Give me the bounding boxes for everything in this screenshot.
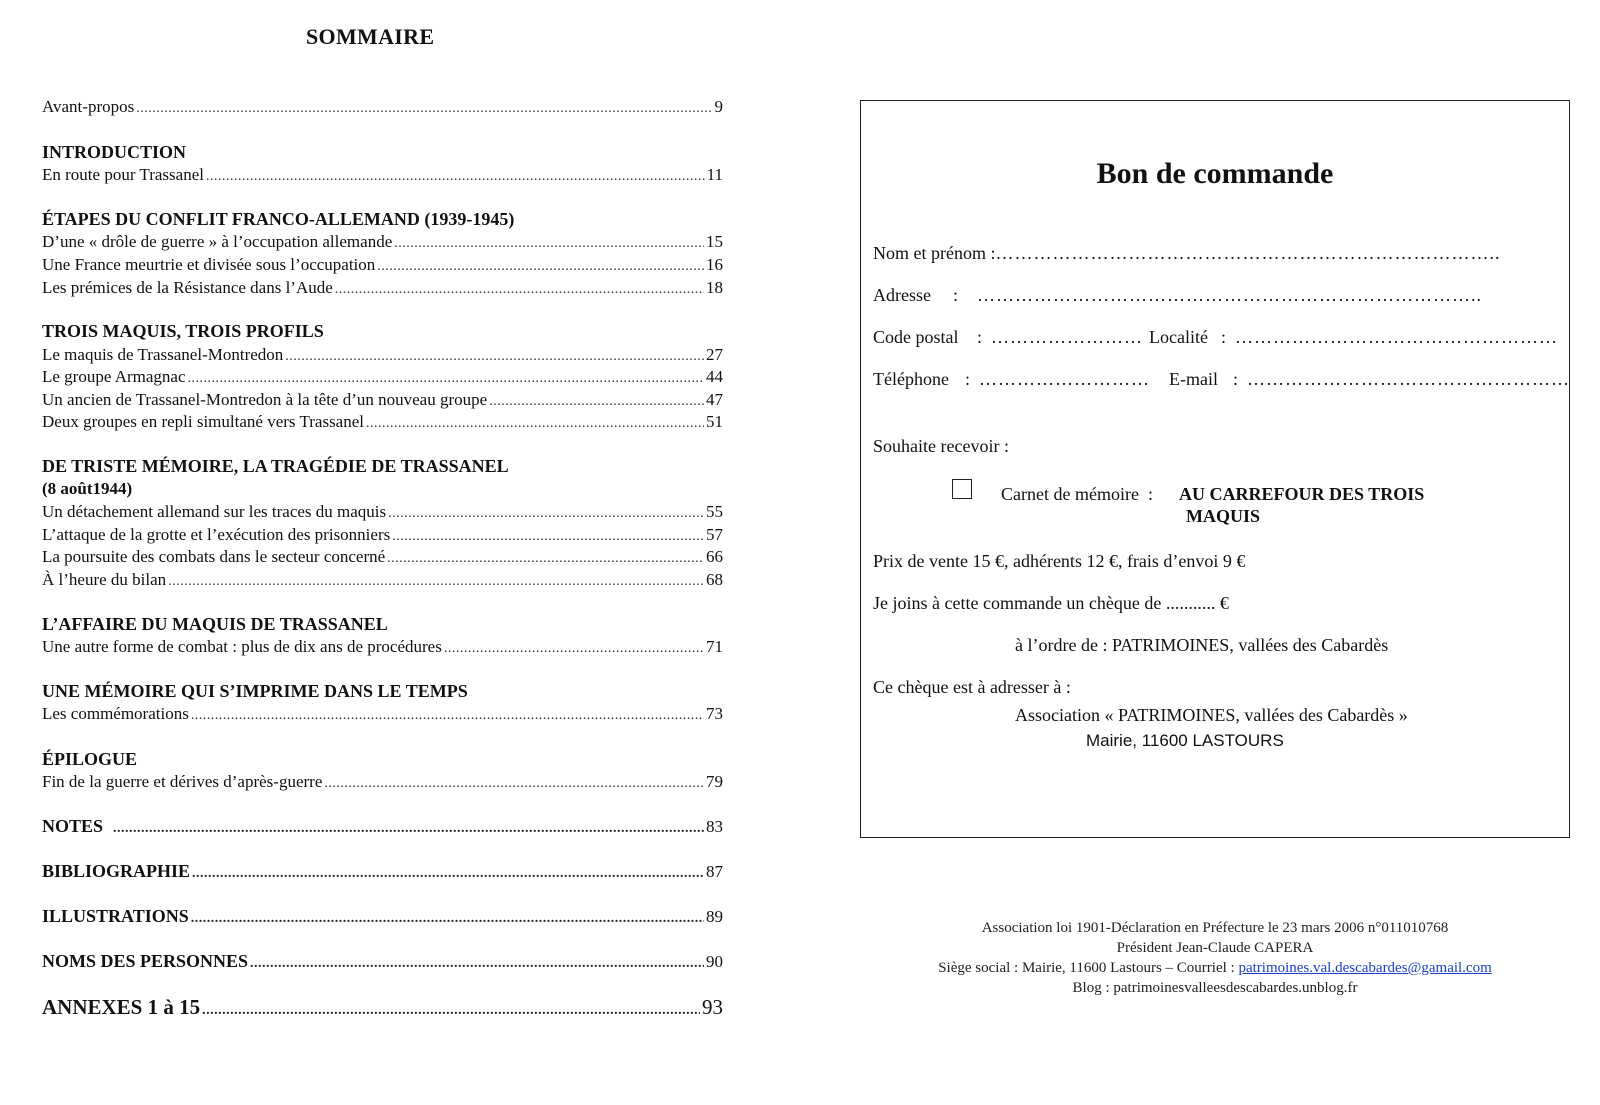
toc-entry: En route pour Trassanel ..... 11 xyxy=(42,164,723,188)
toc-entry: Le groupe Armagnac ..... 44 xyxy=(42,366,723,390)
address-separator: : xyxy=(953,285,959,305)
cheque-order-text: à l’ordre de : PATRIMOINES, vallées des Cabardès xyxy=(1015,635,1389,655)
toc-section-heading: ÉTAPES DU CONFLIT FRANCO-ALLEMAND (1939-1945) xyxy=(42,209,515,229)
toc-entry: D’une « drôle de guerre » à l’occupation allemande ..... 15 xyxy=(42,231,723,255)
toc-entry: Les prémices de la Résistance dans l’Aude ..... 18 xyxy=(42,277,723,301)
email-separator: : xyxy=(1233,369,1239,389)
email-label: E-mail xyxy=(1169,369,1218,389)
email-link[interactable]: patrimoines.val.descabardes@gamail.com xyxy=(1238,960,1492,976)
name-field[interactable]: Nom et prénom :…………………………………………………………………….. xyxy=(873,243,1501,263)
phone-separator: : xyxy=(965,369,971,389)
carnet-title-line2: MAQUIS xyxy=(1186,506,1261,526)
toc-section-heading: DE TRISTE MÉMOIRE, LA TRAGÉDIE DE TRASSANEL xyxy=(42,456,509,476)
toc-entry: À l’heure du bilan ..... 68 xyxy=(42,569,723,593)
toc-entry: Deux groupes en repli simultané vers Trassanel ..... 51 xyxy=(42,411,723,435)
toc-entry: Une autre forme de combat : plus de dix ans de procédures ..... 71 xyxy=(42,636,723,660)
address-label: Adresse xyxy=(873,285,931,305)
footer-line: Association loi 1901-Déclaration en Préfecture le 23 mars 2006 n°011010768 xyxy=(981,920,1449,936)
toc-section-heading: L’AFFAIRE DU MAQUIS DE TRASSANEL xyxy=(42,614,388,634)
postal-code-field[interactable]: …………………… xyxy=(991,327,1143,347)
toc-entry: La poursuite des combats dans le secteur concerné ..... 66 xyxy=(42,546,723,570)
toc-section-heading: INTRODUCTION xyxy=(42,142,187,162)
toc-entry-noms: NOMS DES PERSONNES ..... 90 xyxy=(42,950,723,975)
address-field[interactable]: …………………………………………………………………….. xyxy=(977,285,1482,305)
toc-entry: Les commémorations ..... 73 xyxy=(42,703,723,727)
toc-entry: Avant-propos ..... 9 xyxy=(42,96,723,120)
phone-field[interactable]: ……………………… xyxy=(979,369,1150,389)
carnet-checkbox[interactable] xyxy=(952,479,972,499)
price-text: Prix de vente 15 €, adhérents 12 €, frais d’envoi 9 € xyxy=(873,551,1246,571)
toc-section-heading: UNE MÉMOIRE QUI S’IMPRIME DANS LE TEMPS xyxy=(42,681,468,701)
mairie-address: Mairie, 11600 LASTOURS xyxy=(1086,731,1284,750)
toc-entry-illustrations: ILLUSTRATIONS ..... 89 xyxy=(42,905,723,930)
footer-line: Président Jean-Claude CAPERA xyxy=(1116,940,1314,956)
cheque-address-label: Ce chèque est à adresser à : xyxy=(873,677,1071,697)
toc-entry-notes: NOTES ..... 83 xyxy=(42,815,723,840)
toc-section-heading: TROIS MAQUIS, TROIS PROFILS xyxy=(42,321,324,341)
order-form-title: Bon de commande xyxy=(1096,157,1334,190)
footer-line: Blog : patrimoinesvalleesdescabardes.unblog.fr xyxy=(1072,980,1358,996)
carnet-label: Carnet de mémoire : xyxy=(1001,484,1153,504)
association-name: Association « PATRIMOINES, vallées des Cabardès » xyxy=(1015,705,1408,725)
cheque-text: Je joins à cette commande un chèque de ........... € xyxy=(873,593,1229,613)
locality-label: Localité xyxy=(1149,327,1208,347)
phone-label: Téléphone xyxy=(873,369,949,389)
order-form xyxy=(860,100,1570,838)
toc-entry-bibliographie: BIBLIOGRAPHIE ..... 87 xyxy=(42,860,723,885)
toc-entry: Un ancien de Trassanel-Montredon à la tête d’un nouveau groupe ..... 47 xyxy=(42,389,723,413)
toc-entry: Le maquis de Trassanel-Montredon ..... 27 xyxy=(42,344,723,368)
wish-label: Souhaite recevoir : xyxy=(873,436,1009,456)
locality-separator: : xyxy=(1221,327,1227,347)
toc-entry: Une France meurtrie et divisée sous l’occupation ..... 16 xyxy=(42,254,723,278)
toc-section-subheading: (8 août1944) xyxy=(42,479,133,498)
postal-code-separator: : xyxy=(977,327,983,347)
toc-title: SOMMAIRE xyxy=(306,24,435,49)
toc-entry: L’attaque de la grotte et l’exécution des prisonniers ..... 57 xyxy=(42,524,723,548)
toc-entry: Un détachement allemand sur les traces du maquis ..... 55 xyxy=(42,501,723,525)
toc-entry-annexes: ANNEXES 1 à 15 ..... 93 xyxy=(42,996,723,1022)
postal-code-label: Code postal xyxy=(873,327,959,347)
email-field[interactable]: …………………………………………… xyxy=(1247,369,1570,389)
toc-entry: Fin de la guerre et dérives d’après-guerre ..... 79 xyxy=(42,771,723,795)
toc-section-heading: ÉPILOGUE xyxy=(42,749,138,769)
footer-line: Siège social : Mairie, 11600 Lastours – Courriel : patrimoines.val.descabardes@gamail.com xyxy=(938,960,1492,976)
locality-field[interactable]: …………………………………………… xyxy=(1235,327,1558,347)
carnet-title-line1: AU CARREFOUR DES TROIS xyxy=(1179,484,1425,504)
association-footer xyxy=(880,918,1550,998)
